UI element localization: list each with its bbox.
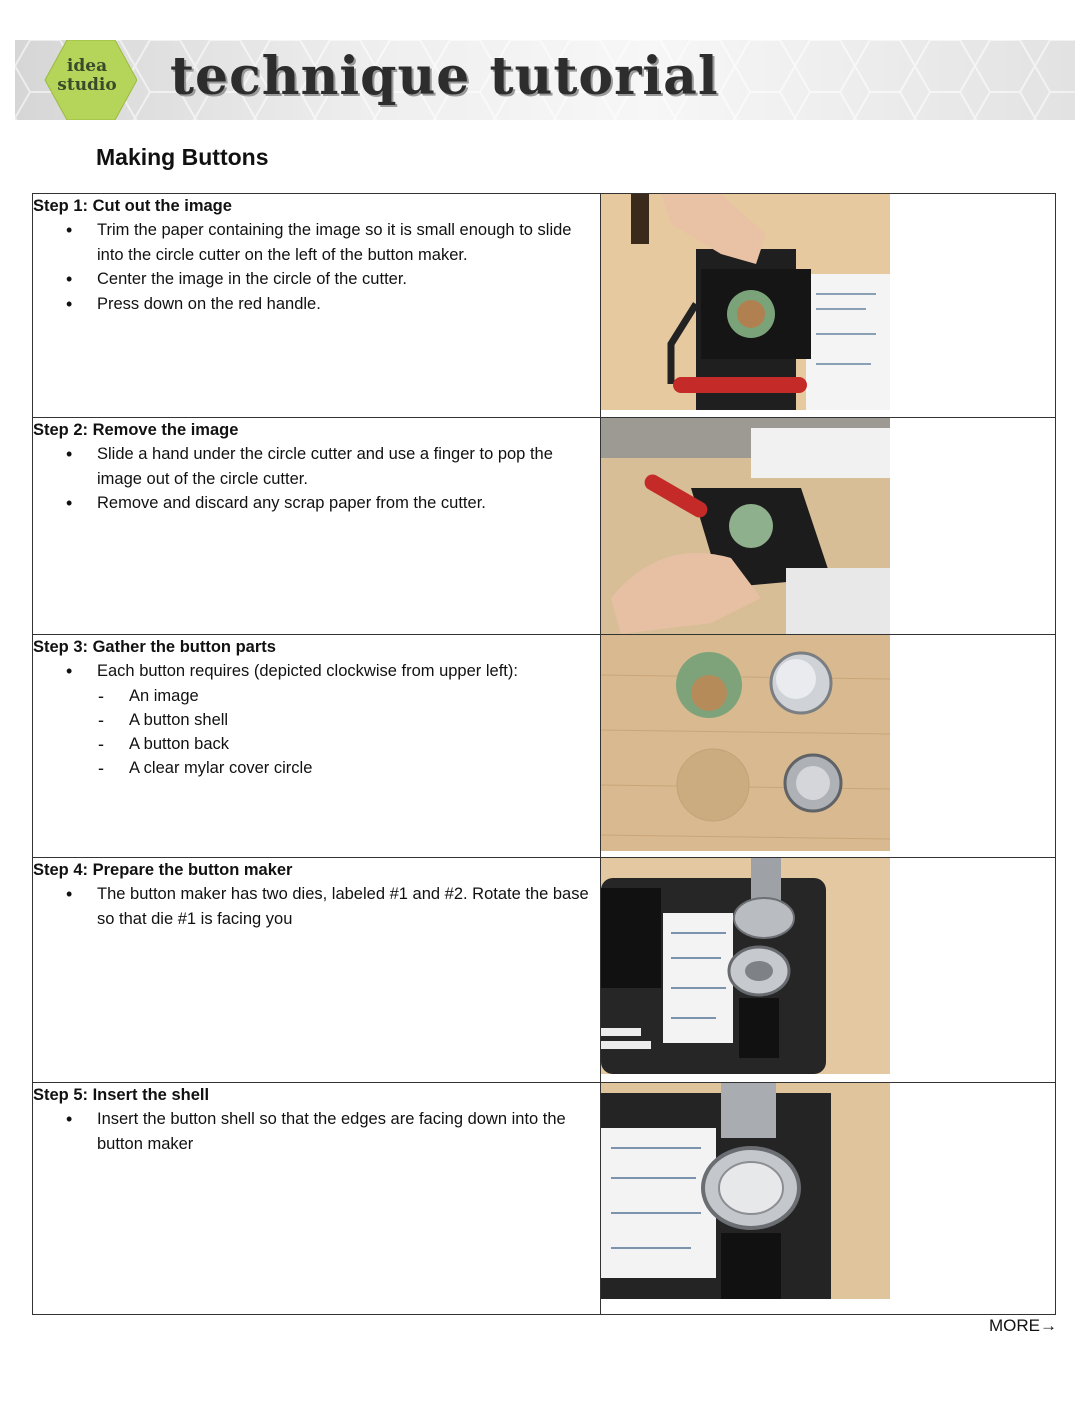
step-bullets <box>33 882 600 931</box>
step-row-1 <box>33 194 1056 418</box>
step-row-4 <box>33 858 1056 1083</box>
logo-line-1: idea <box>66 56 108 76</box>
step-bullet <box>97 659 600 780</box>
step-5-photo <box>601 1083 890 1299</box>
step-bullet: • The button maker has two dies, labeled #1 and #2. Rotate the base so that die #1 is facing you <box>97 882 600 931</box>
header-banner <box>15 40 1075 120</box>
step-bullet: • Center the image in the circle of the cutter. <box>97 267 600 292</box>
logo-line-2: studio <box>57 75 117 95</box>
step-heading: Step 3: Gather the button parts <box>33 638 276 656</box>
step-heading: Step 4: Prepare the button maker <box>33 861 293 879</box>
step-bullet: • Press down on the red handle. <box>97 292 600 317</box>
step-heading: Step 2: Remove the image <box>33 421 239 439</box>
step-photo-cell <box>601 858 1056 1083</box>
step-photo-cell <box>601 194 1056 418</box>
step-photo-cell <box>601 1083 1056 1315</box>
step-text-cell <box>33 418 601 635</box>
part-item: - A clear mylar cover circle <box>129 756 590 780</box>
part-item: - An image <box>129 684 590 708</box>
step-text-cell <box>33 194 601 418</box>
step-4-photo <box>601 858 890 1074</box>
part-item: - A button back <box>129 732 590 756</box>
page-title: Making Buttons <box>96 144 269 170</box>
step-row-5 <box>33 1083 1056 1315</box>
step-bullet: • Slide a hand under the circle cutter and use a finger to pop the image out of the circle cutter. <box>97 442 600 491</box>
step-heading: Step 1: Cut out the image <box>33 197 232 215</box>
step-text-cell <box>33 635 601 858</box>
step-1-photo <box>601 194 890 410</box>
step-row-2 <box>33 418 1056 635</box>
logo-text <box>47 57 127 95</box>
step-photo-cell <box>601 635 1056 858</box>
step-bullet: • Insert the button shell so that the edges are facing down into the button maker <box>97 1107 600 1156</box>
step-2-photo <box>601 418 890 634</box>
step-bullets <box>33 1107 600 1156</box>
more-label: MORE→ <box>989 1316 1057 1335</box>
step-row-3 <box>33 635 1056 858</box>
step-3-photo <box>601 635 890 851</box>
step-bullet-text: Each button requires (depicted clockwise from upper left): <box>97 662 518 680</box>
step-bullet: • Trim the paper containing the image so it is small enough to slide into the circle cutter on the left of the button maker. <box>97 218 600 267</box>
step-photo-cell <box>601 418 1056 635</box>
step-heading: Step 5: Insert the shell <box>33 1086 210 1104</box>
steps-table <box>32 193 1056 1315</box>
step-bullet: • Remove and discard any scrap paper from the cutter. <box>97 491 600 516</box>
step-text-cell <box>33 858 601 1083</box>
parts-list <box>97 684 590 780</box>
part-item: - A button shell <box>129 708 590 732</box>
step-bullets <box>33 659 600 780</box>
banner-title: technique tutorial <box>170 46 719 107</box>
step-bullets <box>33 442 600 516</box>
step-text-cell <box>33 1083 601 1315</box>
step-bullets <box>33 218 600 316</box>
